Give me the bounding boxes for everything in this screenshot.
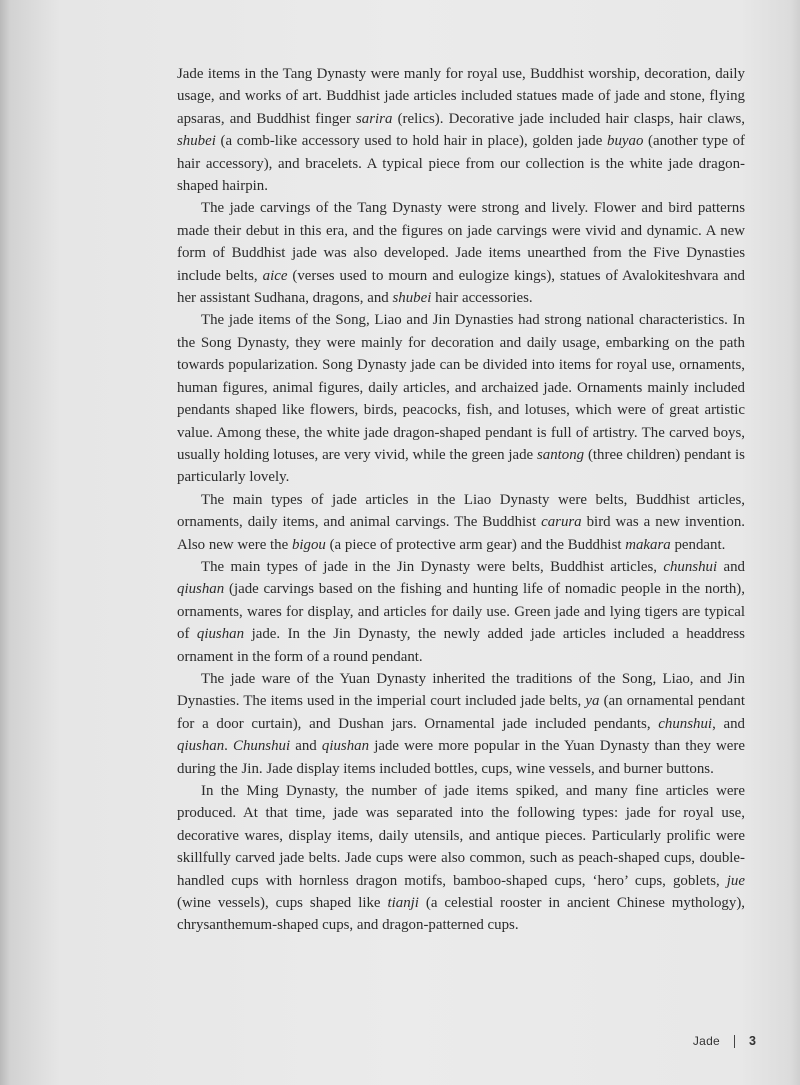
text-run: The jade ware of the Yuan Dynasty inherited the traditions of the Song, Liao, and Jin Dynasties. The items used in the imperial court included jade belts, (177, 670, 745, 710)
italic-term: jue (726, 872, 745, 889)
text-run: . (224, 738, 234, 755)
italic-term: qiushan (177, 581, 225, 598)
italic-term: bigou (291, 536, 326, 553)
text-run: The main types of jade articles in the Liao Dynasty were belts, Buddhist articles, ornaments, daily items, and animal carvings. The Buddhist (177, 491, 745, 531)
paragraph (177, 780, 745, 937)
text-run: The jade items of the Song, Liao and Jin Dynasties had strong national characteristics. In the Song Dynasty, they were mainly for decoration and daily usage, embarking on the path towards popularization. Song Dynasty jade can be divided into items for royal use, ornaments, human figures, animal figures, daily articles, and archaized jade. Ornaments mainly included pendants shaped like flowers, birds, peacocks, fish, and lotuses, which were of great artistic value. Among these, the white jade dragon-shaped pendant is full of artistry. The carved boys, usually holding lotuses, are very vivid, while the green jade (177, 312, 745, 463)
footer-divider (734, 1035, 735, 1048)
text-run: (a celestial rooster in ancient Chinese mythology), chrysanthemum-shaped cups, and dragon-patterned cups. (177, 895, 746, 934)
paragraph (177, 309, 745, 488)
paragraph (177, 556, 745, 668)
text-run: jade were more popular in the Yuan Dynasty than they were during the Jin. Jade display items included bottles, cups, wine vessels, and burner buttons. (177, 738, 745, 777)
text-run: bird was a new invention. Also new were the (177, 514, 745, 553)
text-run: (another type of hair accessory), and bracelets. A typical piece from our collection is the white jade dragon-shaped hairpin. (177, 133, 745, 195)
text-run: The jade carvings of the Tang Dynasty were strong and lively. Flower and bird patterns made their debut in this era, and the figures on jade carvings were vivid and dynamic. A new form of Buddhist jade was also developed. Jade items unearthed from the Five Dynasties include belts, (177, 200, 745, 284)
text-run: (relics). Decorative jade included hair clasps, hair claws, (392, 110, 745, 127)
text-run: (wine vessels), cups shaped like (177, 895, 388, 912)
text-run: hair accessories. (431, 290, 533, 307)
text-run: (a comb-like accessory used to hold hair in place), golden jade (215, 133, 607, 150)
italic-term: chunshui (663, 558, 718, 575)
running-section-title: Jade (692, 1034, 721, 1048)
page-footer (693, 1034, 756, 1048)
page-number: 3 (749, 1034, 756, 1048)
body-text (177, 63, 745, 937)
text-run: and (290, 738, 322, 755)
italic-term: qiushan (321, 738, 370, 755)
text-run: In the Ming Dynasty, the number of jade items spiked, and many fine articles were produced. At that time, jade was separated into the following types: jade for royal use, decorative wares, display items, daily utensils, and antique pieces. Particularly prolific were skillfully carved jade belts. Jade cups were also common, such as peach-shaped cups, double-handled cups with hornless dragon motifs, bamboo-shaped cups, ‘hero’ cups, goblets, (177, 783, 745, 889)
text-run: jade. In the Jin Dynasty, the newly added jade articles included a headdress ornament in the form of a round pendant. (177, 626, 745, 665)
italic-term: sarira (356, 110, 393, 127)
paragraph (177, 668, 745, 780)
text-run: , and (712, 715, 745, 732)
text-run: (three children) pendant is particularly lovely. (177, 446, 745, 486)
italic-term: qiushan (196, 626, 245, 643)
italic-term: carura (541, 514, 582, 531)
italic-term: Chunshui (233, 738, 291, 755)
italic-term: aice (262, 267, 288, 284)
italic-term: chunshui (658, 715, 713, 732)
text-run: (an ornamental pendant for a door curtain), and Dushan jars. Ornamental jade included pendants, (177, 693, 745, 732)
italic-term: santong (536, 446, 585, 463)
italic-term: buyao (607, 133, 644, 150)
italic-term: shubei (177, 133, 216, 150)
text-run: The main types of jade in the Jin Dynasty were belts, Buddhist articles, (201, 558, 664, 575)
text-run: (jade carvings based on the fishing and hunting life of nomadic people in the north), ornaments, wares for display, and articles for daily use. Green jade and lying tigers are typical of (177, 581, 745, 643)
text-run: (verses used to mourn and eulogize kings), statues of Avalokiteshvara and her assistant Sudhana, dragons, and (177, 267, 745, 307)
text-run: (a piece of protective arm gear) and the Buddhist (325, 536, 626, 553)
italic-term: shubei (392, 290, 432, 307)
italic-term: tianji (387, 895, 419, 912)
italic-term: qiushan (177, 738, 225, 755)
text-run: Jade items in the Tang Dynasty were manly for royal use, Buddhist worship, decoration, daily usage, and works of art. Buddhist jade articles included statues made of jade and stone, flying apsaras, and Buddhist finger (177, 66, 745, 127)
italic-term: makara (625, 536, 671, 553)
italic-term: ya (585, 693, 600, 710)
paragraph (177, 489, 745, 556)
text-run: and (717, 558, 745, 575)
text-run: pendant. (670, 536, 726, 553)
paragraph (177, 63, 745, 197)
paragraph (177, 197, 745, 309)
